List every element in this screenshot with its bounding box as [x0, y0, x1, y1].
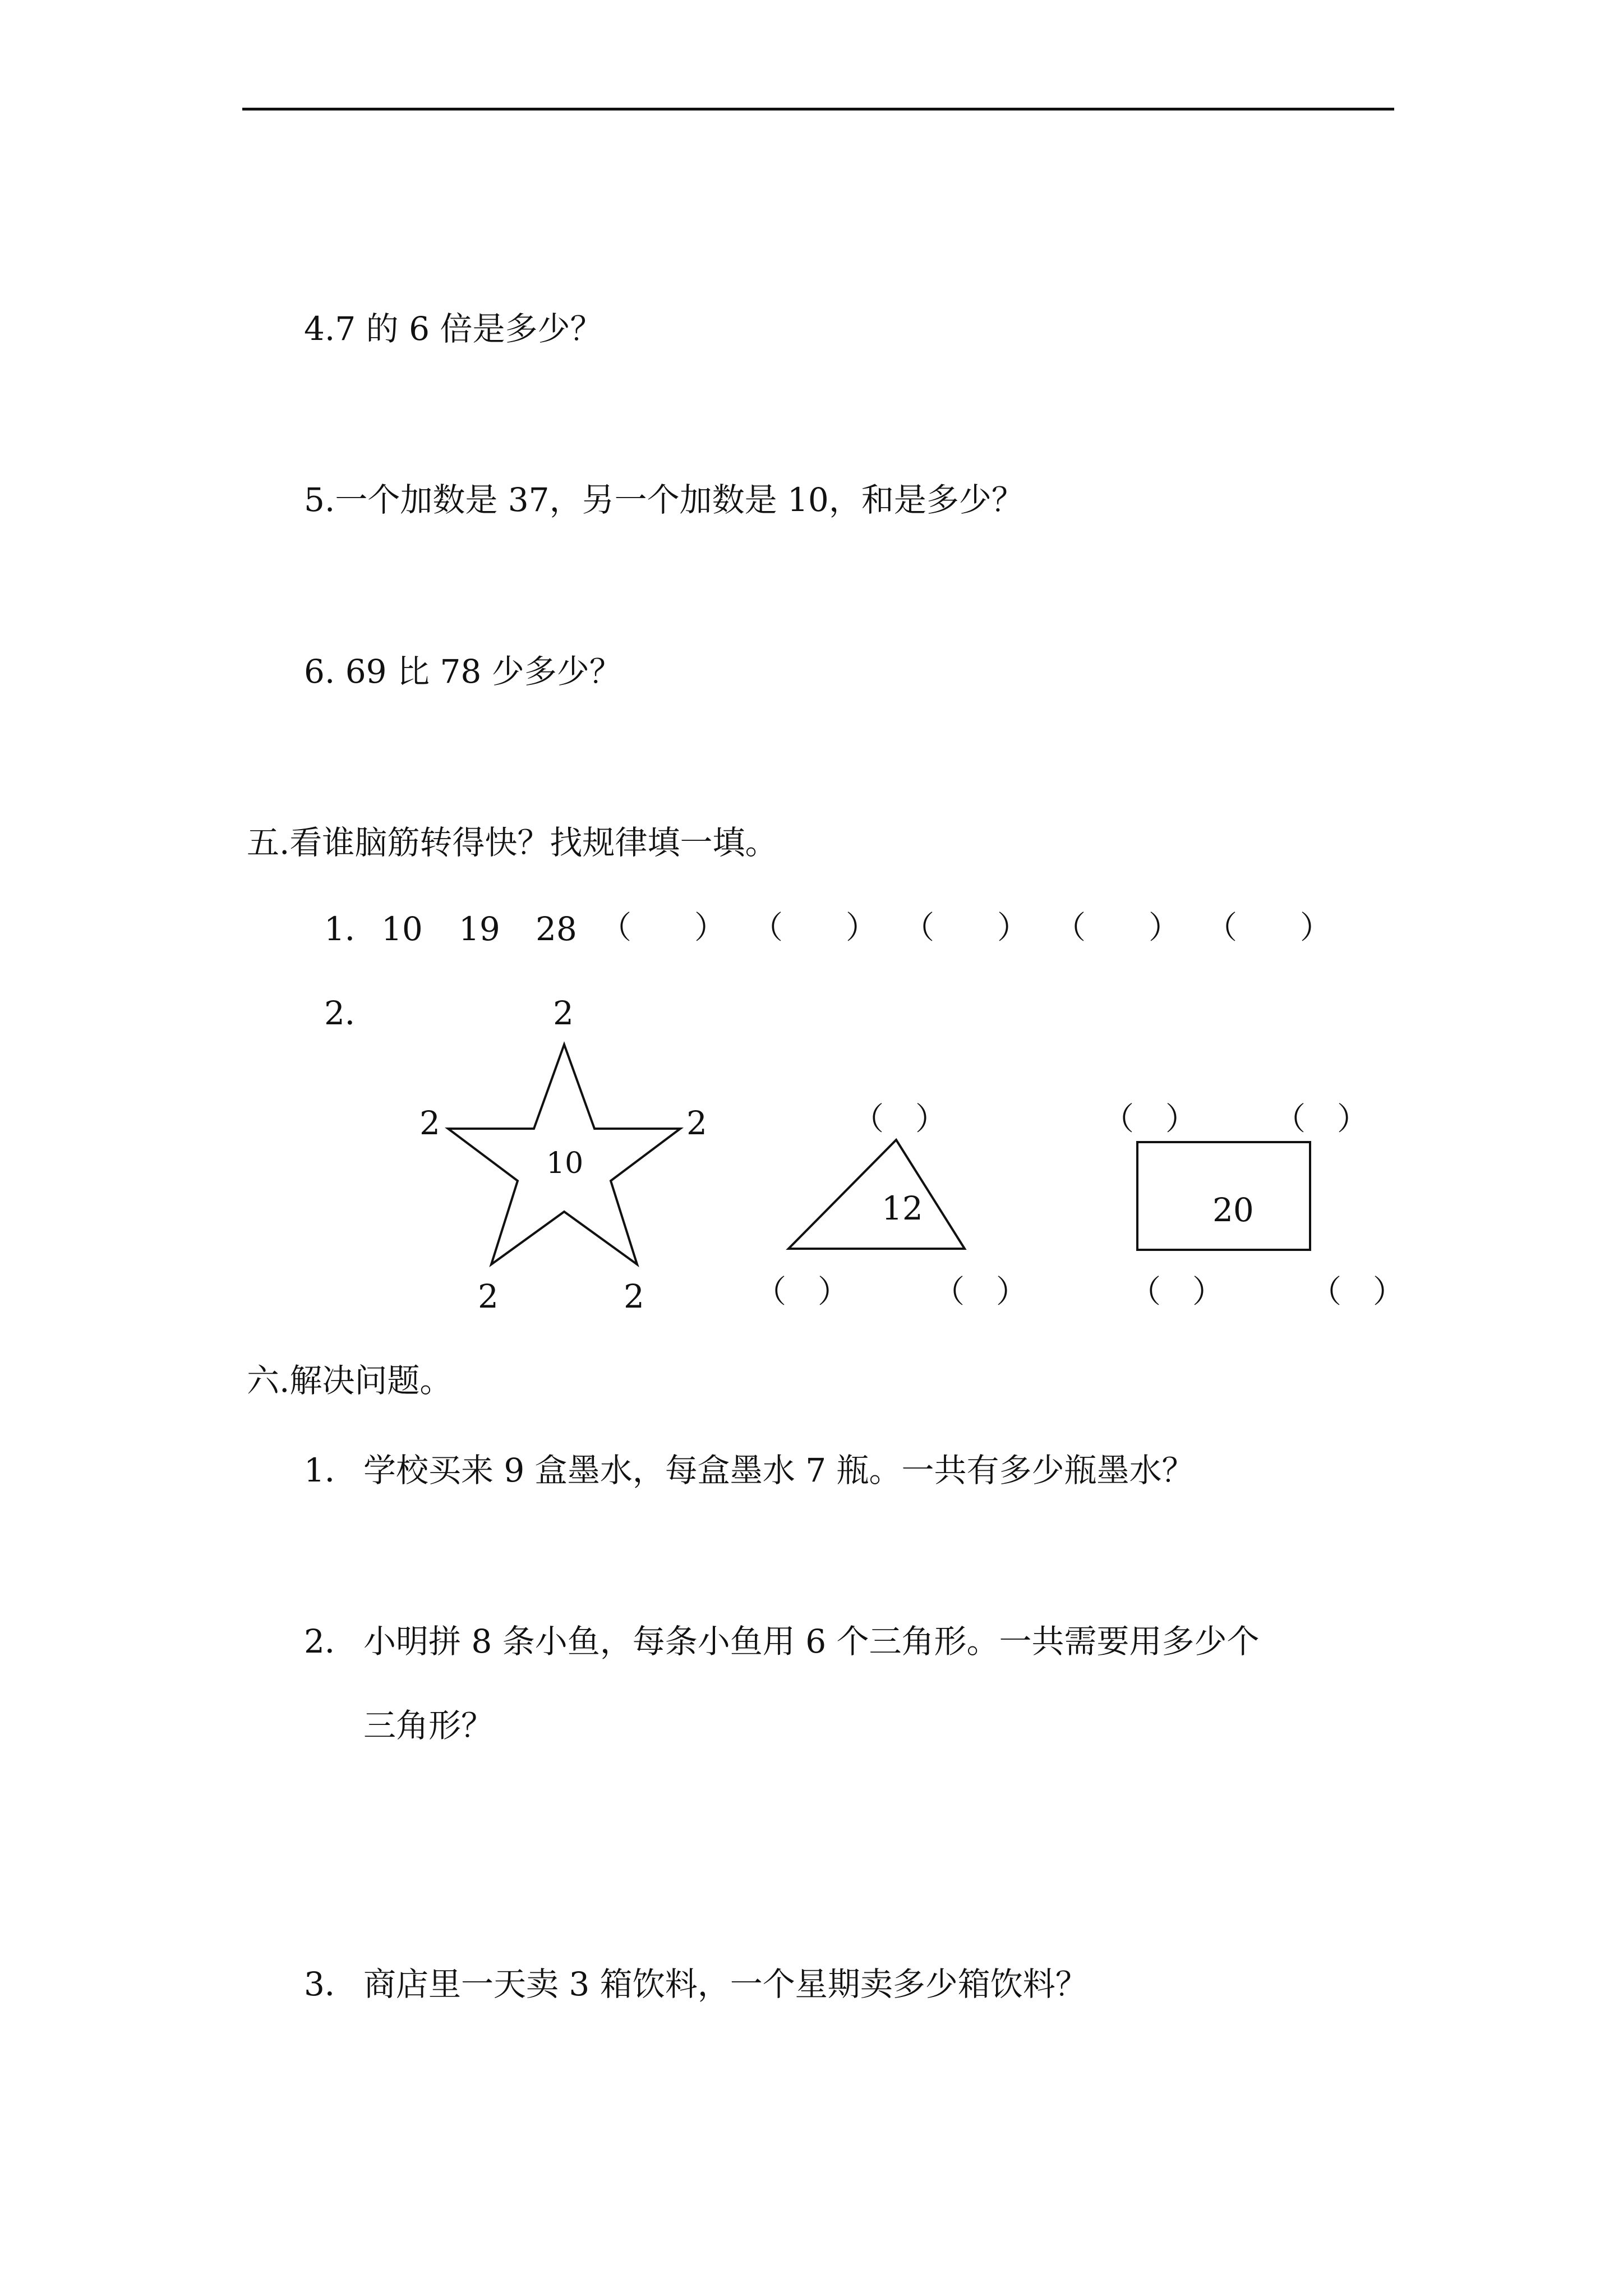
triangle-top-blank[interactable]: （ ）	[852, 1101, 947, 1138]
pattern-value: 28	[536, 910, 577, 948]
pattern-q2-label: 2．	[324, 994, 377, 1032]
question-4: 4.7 的 6 倍是多少？	[304, 310, 603, 348]
pattern-blank[interactable]: （ ）	[1054, 910, 1180, 946]
star-left-number: 2	[419, 1104, 440, 1142]
problem-1-text: 学校买来 9 盒墨水，每盒墨水 7 瓶。一共有多少瓶墨水？	[363, 1451, 1195, 1489]
rectangle-bottom-right-blank[interactable]: （ ）	[1310, 1274, 1404, 1310]
question-5: 5.一个加数是 37，另一个加数是 10，和是多少？	[304, 481, 1024, 519]
star-bottom-left-number: 2	[478, 1277, 499, 1315]
pattern-blank[interactable]: （ ）	[751, 910, 877, 946]
pattern-value: 10	[381, 910, 423, 948]
question-6: 6. 69 比 78 少多少？	[304, 652, 622, 691]
problem-2-text: 小明拼 8 条小鱼，每条小鱼用 6 个三角形。一共需要用多少个	[363, 1622, 1260, 1660]
rectangle-bottom-left-blank[interactable]: （ ）	[1129, 1274, 1224, 1310]
rectangle-top-right-blank[interactable]: （ ）	[1274, 1101, 1368, 1138]
pattern-blank[interactable]: （ ）	[600, 910, 726, 946]
triangle-shape	[789, 1140, 965, 1249]
pattern-value: 19	[459, 910, 500, 948]
star-right-number: 2	[686, 1104, 707, 1142]
rectangle-top-left-blank[interactable]: （ ）	[1103, 1101, 1197, 1138]
pattern-blank[interactable]: （ ）	[903, 910, 1029, 946]
star-top-number: 2	[553, 994, 574, 1032]
star-bottom-right-number: 2	[624, 1277, 644, 1315]
problem-1-label: 1．	[304, 1451, 357, 1489]
problem-3-text: 商店里一天卖 3 箱饮料，一个星期卖多少箱饮料？	[363, 1965, 1088, 2003]
rectangle-center-number: 20	[1212, 1191, 1254, 1229]
problem-2-text-continued: 三角形？	[363, 1706, 494, 1745]
section-5-title: 五.看谁脑筋转得快？找规律填一填。	[247, 823, 778, 862]
problem-3-label: 3．	[304, 1965, 357, 2003]
pattern-blank[interactable]: （ ）	[1206, 910, 1331, 946]
triangle-bottom-left-blank[interactable]: （ ）	[755, 1274, 849, 1310]
section-6-title: 六.解决问题。	[247, 1361, 453, 1400]
triangle-bottom-right-blank[interactable]: （ ）	[933, 1274, 1027, 1310]
star-center-number: 10	[546, 1147, 584, 1180]
problem-2-label: 2．	[304, 1622, 357, 1660]
pattern-q1-label: 1．	[324, 910, 377, 948]
triangle-center-number: 12	[882, 1189, 923, 1227]
